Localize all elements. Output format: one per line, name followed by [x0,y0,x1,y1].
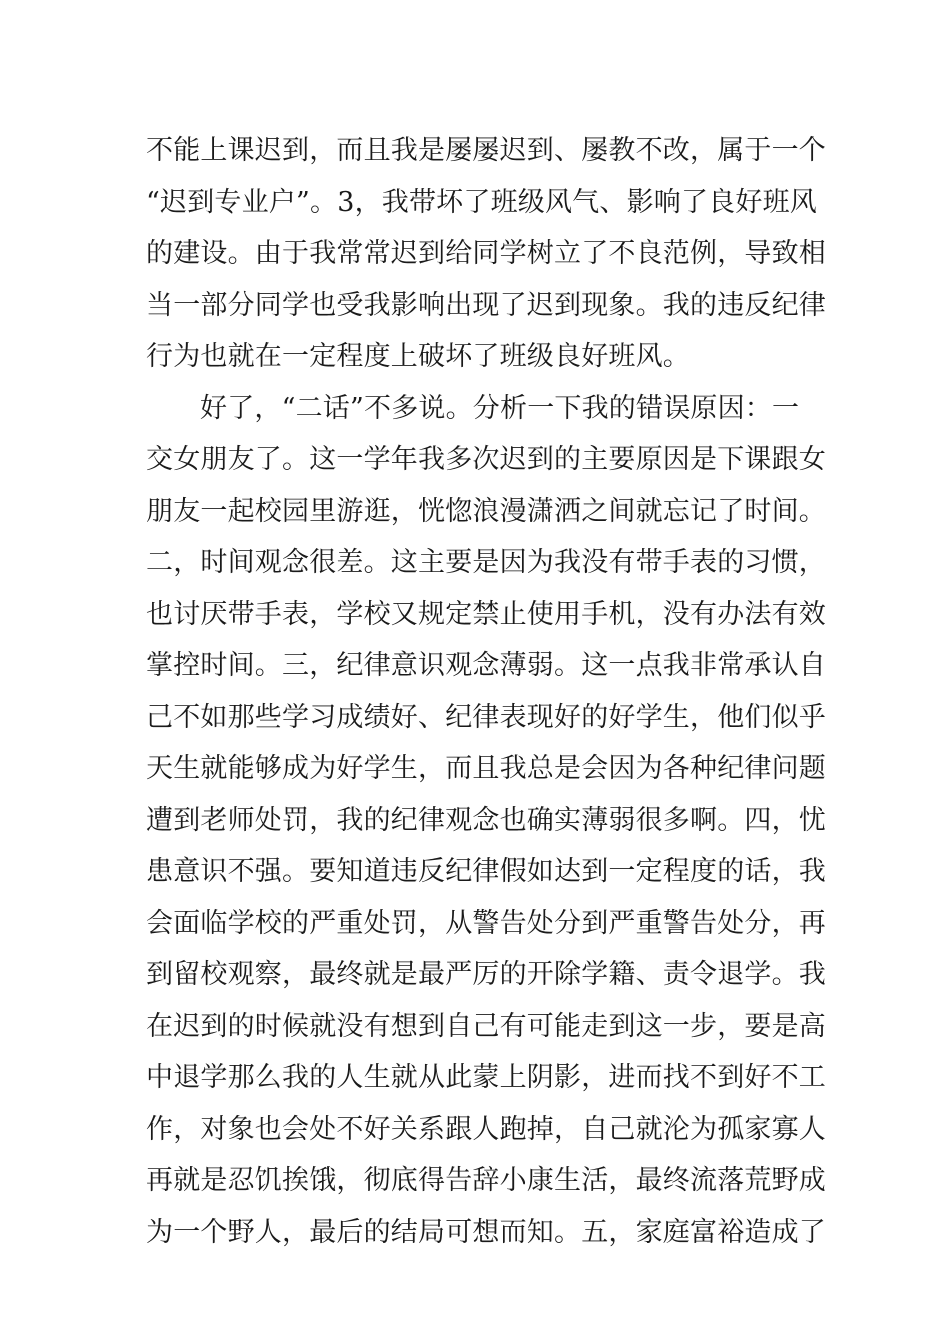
text-line: 的建设。由于我常常迟到给同学树立了不良范例，导致相 [146,238,826,269]
text-line: 会面临学校的严重处罚，从警告处分到严重警告处分，再 [146,907,826,939]
text-line: 行为也就在一定程度上破坏了班级良好班风。 [146,341,690,372]
body-text [146,128,826,1261]
text-line-indented: 好了，“二话”不多说。分析一下我的错误原因：一 [200,392,800,424]
text-line: 到留校观察，最终就是最严厉的开除学籍、责令退学。我 [146,959,826,990]
text-line: “迟到专业户”。3，我带坏了班级风气、影响了良好班风 [146,186,817,218]
text-line: 掌控时间。三，纪律意识观念薄弱。这一点我非常承认自 [146,650,826,681]
text-line: 也讨厌带手表，学校又规定禁止使用手机，没有办法有效 [146,598,826,630]
text-line: 患意识不强。要知道违反纪律假如达到一定程度的话，我 [146,856,826,887]
text-line: 己不如那些学习成绩好、纪律表现好的好学生，他们似乎 [146,701,826,733]
text-line: 在迟到的时候就没有想到自己有可能走到这一步，要是高 [146,1010,826,1042]
text-line: 二，时间观念很差。这主要是因为我没有带手表的习惯， [146,547,826,578]
text-line: 中退学那么我的人生就从此蒙上阴影，进而找不到好不工 [146,1062,826,1093]
text-line: 再就是忍饥挨饿，彻底得告辞小康生活，最终流落荒野成 [146,1165,826,1196]
text-line: 朋友一起校园里游逛，恍惚浪漫潇洒之间就忘记了时间。 [146,495,826,527]
text-line: 天生就能够成为好学生，而且我总是会因为各种纪律问题 [146,753,826,784]
text-line: 交女朋友了。这一学年我多次迟到的主要原因是下课跟女 [146,444,826,475]
text-line: 为一个野人，最后的结局可想而知。五，家庭富裕造成了 [146,1216,826,1248]
text-line: 不能上课迟到，而且我是屡屡迟到、屡教不改，属于一个 [146,135,826,166]
text-line: 当一部分同学也受我影响出现了迟到现象。我的违反纪律 [146,289,826,321]
text-line: 遭到老师处罚，我的纪律观念也确实薄弱很多啊。四，忧 [146,804,826,836]
text-line: 作，对象也会处不好关系跟人跑掉，自己就沦为孤家寡人 [146,1113,826,1145]
